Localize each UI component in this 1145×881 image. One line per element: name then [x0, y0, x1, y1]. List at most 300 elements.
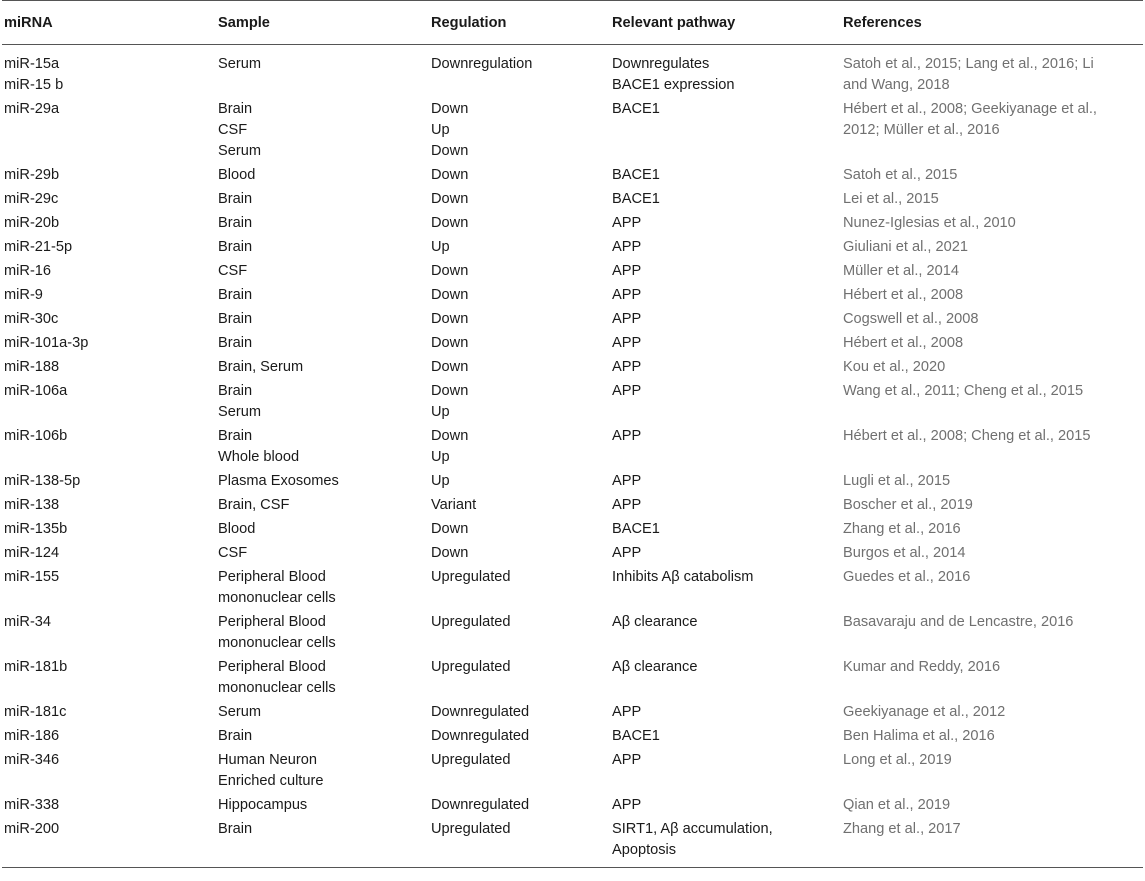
table-row [2, 380, 1143, 425]
cell-mirna-line: miR-101a-3p [4, 335, 89, 351]
cell-mirna [2, 212, 216, 236]
cell-mirna [2, 725, 216, 749]
cell-mirna [2, 611, 216, 656]
cell-references-line: Cogswell et al., 2008 [843, 311, 979, 327]
cell-references-line: Hébert et al., 2008; Geekiyanage et al., [843, 101, 1097, 117]
cell-references-line: Hébert et al., 2008; Cheng et al., 2015 [843, 428, 1091, 444]
cell-pathway-line: Apoptosis [612, 842, 677, 858]
cell-pathway [610, 164, 841, 188]
cell-pathway-line: Inhibits Aβ catabolism [612, 569, 754, 585]
cell-mirna [2, 332, 216, 356]
cell-sample [216, 164, 429, 188]
cell-sample-line: Blood [218, 521, 256, 537]
cell-regulation-line: Down [431, 545, 469, 561]
cell-pathway-line: APP [612, 497, 642, 513]
cell-regulation-line: Up [431, 239, 450, 255]
cell-sample-line: Brain [218, 428, 253, 444]
cell-pathway-line: APP [612, 335, 642, 351]
header-sample: Sample [216, 1, 429, 45]
cell-pathway [610, 212, 841, 236]
cell-sample [216, 701, 429, 725]
cell-regulation [429, 212, 610, 236]
cell-mirna-line: miR-34 [4, 614, 52, 630]
header-row [2, 1, 1143, 45]
cell-pathway-line: APP [612, 704, 642, 720]
cell-references-line: Hébert et al., 2008 [843, 335, 964, 351]
cell-regulation-line: Down [431, 311, 469, 327]
cell-pathway-line: BACE1 [612, 728, 660, 744]
cell-sample [216, 236, 429, 260]
cell-references [841, 566, 1143, 611]
cell-regulation [429, 332, 610, 356]
cell-pathway [610, 356, 841, 380]
cell-regulation-line: Down [431, 521, 469, 537]
cell-mirna [2, 425, 216, 470]
cell-regulation-line: Down [431, 335, 469, 351]
cell-mirna-line: miR-29a [4, 101, 60, 117]
cell-regulation-line: Up [431, 449, 450, 465]
cell-sample [216, 566, 429, 611]
cell-pathway [610, 494, 841, 518]
cell-references [841, 260, 1143, 284]
cell-regulation [429, 566, 610, 611]
cell-regulation [429, 542, 610, 566]
cell-sample [216, 518, 429, 542]
cell-references [841, 212, 1143, 236]
cell-sample [216, 356, 429, 380]
cell-pathway [610, 749, 841, 794]
cell-pathway [610, 518, 841, 542]
cell-mirna-line: miR-138-5p [4, 473, 81, 489]
table-row [2, 794, 1143, 818]
cell-mirna [2, 356, 216, 380]
cell-pathway-line: APP [612, 473, 642, 489]
cell-regulation-line: Upregulated [431, 821, 511, 837]
table-row [2, 356, 1143, 380]
cell-mirna-line: miR-181c [4, 704, 67, 720]
cell-references-line: Burgos et al., 2014 [843, 545, 966, 561]
table-row [2, 749, 1143, 794]
cell-sample [216, 260, 429, 284]
cell-references-line: Geekiyanage et al., 2012 [843, 704, 1006, 720]
cell-references-line: Long et al., 2019 [843, 752, 952, 768]
cell-references-line: Nunez-Iglesias et al., 2010 [843, 215, 1016, 231]
cell-references [841, 470, 1143, 494]
cell-references-line: Kou et al., 2020 [843, 359, 946, 375]
table-row [2, 611, 1143, 656]
cell-pathway-line: APP [612, 545, 642, 561]
cell-sample-line: Brain [218, 287, 253, 303]
cell-mirna [2, 284, 216, 308]
cell-sample-line: Peripheral Blood [218, 569, 326, 585]
cell-mirna [2, 164, 216, 188]
cell-regulation-line: Down [431, 167, 469, 183]
cell-mirna-line: miR-106b [4, 428, 68, 444]
cell-sample [216, 380, 429, 425]
cell-pathway [610, 566, 841, 611]
cell-pathway-line: BACE1 [612, 167, 660, 183]
table-row [2, 308, 1143, 332]
cell-pathway-line: SIRT1, Aβ accumulation, [612, 821, 773, 837]
cell-regulation [429, 494, 610, 518]
cell-regulation-line: Down [431, 383, 469, 399]
cell-references-line: Satoh et al., 2015 [843, 167, 958, 183]
mirna-table [2, 0, 1143, 868]
cell-pathway-line: APP [612, 263, 642, 279]
cell-references-line: Boscher et al., 2019 [843, 497, 973, 513]
header-regulation: Regulation [429, 1, 610, 45]
cell-mirna-line: miR-9 [4, 287, 43, 303]
cell-regulation-line: Upregulated [431, 614, 511, 630]
cell-regulation [429, 284, 610, 308]
table-row [2, 260, 1143, 284]
cell-mirna-line: miR-106a [4, 383, 68, 399]
cell-regulation-line: Down [431, 287, 469, 303]
cell-regulation [429, 818, 610, 868]
cell-references [841, 380, 1143, 425]
cell-regulation [429, 518, 610, 542]
cell-sample-line: Brain [218, 215, 253, 231]
cell-references [841, 749, 1143, 794]
cell-mirna-line: miR-135b [4, 521, 68, 537]
cell-references [841, 308, 1143, 332]
cell-pathway [610, 236, 841, 260]
cell-references [841, 425, 1143, 470]
cell-mirna [2, 470, 216, 494]
cell-references-line: Lei et al., 2015 [843, 191, 939, 207]
cell-references [841, 656, 1143, 701]
cell-mirna [2, 236, 216, 260]
cell-regulation [429, 656, 610, 701]
cell-references [841, 494, 1143, 518]
cell-pathway [610, 794, 841, 818]
cell-mirna-line: miR-155 [4, 569, 60, 585]
cell-regulation [429, 425, 610, 470]
cell-pathway [610, 425, 841, 470]
cell-pathway-line: BACE1 [612, 191, 660, 207]
cell-regulation [429, 188, 610, 212]
cell-sample-line: Human Neuron [218, 752, 317, 768]
cell-sample [216, 308, 429, 332]
cell-regulation-line: Downregulated [431, 704, 530, 720]
cell-sample-line: Plasma Exosomes [218, 473, 339, 489]
cell-references [841, 188, 1143, 212]
table-row [2, 656, 1143, 701]
cell-regulation-line: Up [431, 122, 450, 138]
cell-mirna-line: miR-16 [4, 263, 52, 279]
cell-regulation [429, 701, 610, 725]
table-row [2, 45, 1143, 99]
cell-sample-line: Peripheral Blood [218, 659, 326, 675]
cell-references [841, 794, 1143, 818]
cell-references [841, 98, 1143, 164]
cell-regulation-line: Down [431, 428, 469, 444]
cell-sample-line: Brain [218, 821, 253, 837]
cell-sample-line: Whole blood [218, 449, 300, 465]
cell-mirna [2, 260, 216, 284]
cell-sample-line: Brain, Serum [218, 359, 304, 375]
cell-mirna [2, 656, 216, 701]
cell-mirna-line: miR-186 [4, 728, 60, 744]
cell-pathway-line: Aβ clearance [612, 614, 698, 630]
cell-sample-line: Serum [218, 404, 261, 420]
table-row [2, 494, 1143, 518]
table-row [2, 725, 1143, 749]
cell-pathway-line: BACE1 expression [612, 77, 735, 93]
cell-pathway-line: APP [612, 215, 642, 231]
cell-regulation-line: Upregulated [431, 569, 511, 585]
cell-sample-line: Brain [218, 383, 253, 399]
cell-regulation [429, 308, 610, 332]
cell-regulation [429, 98, 610, 164]
cell-regulation [429, 749, 610, 794]
cell-regulation [429, 260, 610, 284]
cell-references-line: Giuliani et al., 2021 [843, 239, 968, 255]
cell-references [841, 45, 1143, 99]
cell-references-line: Guedes et al., 2016 [843, 569, 971, 585]
cell-regulation [429, 611, 610, 656]
cell-sample-line: CSF [218, 545, 248, 561]
cell-regulation [429, 356, 610, 380]
cell-pathway [610, 470, 841, 494]
cell-pathway [610, 542, 841, 566]
cell-pathway [610, 308, 841, 332]
cell-pathway [610, 284, 841, 308]
cell-sample [216, 494, 429, 518]
cell-pathway [610, 45, 841, 99]
cell-mirna [2, 818, 216, 868]
cell-sample [216, 332, 429, 356]
cell-regulation-line: Variant [431, 497, 477, 513]
cell-regulation-line: Down [431, 143, 469, 159]
cell-sample [216, 45, 429, 99]
table-row [2, 566, 1143, 611]
cell-sample-line: mononuclear cells [218, 635, 336, 651]
cell-pathway [610, 656, 841, 701]
cell-mirna-line: miR-138 [4, 497, 60, 513]
cell-regulation-line: Down [431, 101, 469, 117]
cell-sample-line: Peripheral Blood [218, 614, 326, 630]
cell-regulation-line: Downregulation [431, 56, 533, 72]
cell-mirna-line: miR-20b [4, 215, 60, 231]
cell-mirna-line: miR-124 [4, 545, 60, 561]
cell-references-line: 2012; Müller et al., 2016 [843, 122, 1000, 138]
table-row [2, 332, 1143, 356]
cell-references-line: and Wang, 2018 [843, 77, 950, 93]
cell-sample [216, 794, 429, 818]
cell-sample [216, 818, 429, 868]
cell-references [841, 818, 1143, 868]
cell-mirna-line: miR-338 [4, 797, 60, 813]
cell-mirna-line: miR-200 [4, 821, 60, 837]
cell-pathway-line: APP [612, 287, 642, 303]
cell-sample-line: Hippocampus [218, 797, 308, 813]
cell-sample [216, 212, 429, 236]
cell-regulation-line: Down [431, 359, 469, 375]
cell-sample-line: mononuclear cells [218, 590, 336, 606]
cell-sample [216, 188, 429, 212]
cell-sample-line: Serum [218, 56, 261, 72]
cell-mirna [2, 188, 216, 212]
cell-references-line: Ben Halima et al., 2016 [843, 728, 995, 744]
cell-references-line: Müller et al., 2014 [843, 263, 960, 279]
cell-references [841, 356, 1143, 380]
cell-regulation-line: Down [431, 215, 469, 231]
cell-pathway [610, 380, 841, 425]
cell-pathway-line: APP [612, 359, 642, 375]
cell-regulation-line: Upregulated [431, 659, 511, 675]
header-mirna: miRNA [2, 1, 216, 45]
cell-pathway-line: APP [612, 311, 642, 327]
cell-sample-line: CSF [218, 263, 248, 279]
cell-sample-line: Brain [218, 101, 253, 117]
cell-regulation-line: Upregulated [431, 752, 511, 768]
cell-mirna [2, 794, 216, 818]
cell-references-line: Basavaraju and de Lencastre, 2016 [843, 614, 1074, 630]
cell-regulation [429, 470, 610, 494]
cell-regulation [429, 380, 610, 425]
cell-mirna-line: miR-30c [4, 311, 59, 327]
cell-pathway-line: APP [612, 752, 642, 768]
cell-sample [216, 542, 429, 566]
header-references: References [841, 1, 1143, 45]
cell-mirna [2, 701, 216, 725]
cell-regulation [429, 725, 610, 749]
cell-mirna [2, 542, 216, 566]
cell-pathway-line: BACE1 [612, 521, 660, 537]
cell-sample [216, 284, 429, 308]
cell-references-line: Qian et al., 2019 [843, 797, 951, 813]
cell-pathway [610, 98, 841, 164]
cell-pathway [610, 725, 841, 749]
cell-sample-line: Brain [218, 335, 253, 351]
cell-mirna [2, 380, 216, 425]
cell-references [841, 725, 1143, 749]
cell-mirna-line: miR-29b [4, 167, 60, 183]
cell-pathway-line: APP [612, 797, 642, 813]
cell-references [841, 701, 1143, 725]
cell-mirna-line: miR-181b [4, 659, 68, 675]
cell-regulation [429, 45, 610, 99]
cell-sample [216, 98, 429, 164]
table-row [2, 701, 1143, 725]
cell-pathway [610, 818, 841, 868]
cell-sample-line: Blood [218, 167, 256, 183]
cell-mirna-line: miR-346 [4, 752, 60, 768]
cell-references-line: Kumar and Reddy, 2016 [843, 659, 1001, 675]
cell-sample [216, 470, 429, 494]
table-row [2, 542, 1143, 566]
table-row [2, 188, 1143, 212]
cell-sample-line: Brain [218, 728, 253, 744]
cell-mirna [2, 494, 216, 518]
cell-mirna [2, 566, 216, 611]
cell-regulation [429, 236, 610, 260]
cell-regulation-line: Up [431, 473, 450, 489]
cell-sample [216, 749, 429, 794]
table-row [2, 212, 1143, 236]
cell-mirna [2, 308, 216, 332]
cell-sample-line: Brain [218, 311, 253, 327]
cell-mirna [2, 749, 216, 794]
cell-references-line: Zhang et al., 2016 [843, 521, 961, 537]
table-row [2, 164, 1143, 188]
cell-sample [216, 611, 429, 656]
cell-references-line: Hébert et al., 2008 [843, 287, 964, 303]
cell-mirna-line: miR-29c [4, 191, 59, 207]
cell-sample [216, 656, 429, 701]
cell-pathway-line: BACE1 [612, 101, 660, 117]
cell-sample [216, 725, 429, 749]
cell-sample-line: Brain, CSF [218, 497, 290, 513]
cell-mirna [2, 45, 216, 99]
cell-sample [216, 425, 429, 470]
header-pathway: Relevant pathway [610, 1, 841, 45]
cell-references [841, 611, 1143, 656]
table-body [2, 45, 1143, 868]
cell-references-line: Zhang et al., 2017 [843, 821, 961, 837]
cell-regulation-line: Downregulated [431, 797, 530, 813]
cell-references [841, 284, 1143, 308]
cell-pathway-line: Aβ clearance [612, 659, 698, 675]
cell-sample-line: Brain [218, 239, 253, 255]
cell-pathway-line: Downregulates [612, 56, 710, 72]
cell-references-line: Lugli et al., 2015 [843, 473, 951, 489]
table-header [2, 1, 1143, 45]
cell-mirna [2, 98, 216, 164]
cell-mirna-line: miR-21-5p [4, 239, 73, 255]
cell-references [841, 236, 1143, 260]
cell-mirna [2, 518, 216, 542]
cell-regulation-line: Downregulated [431, 728, 530, 744]
cell-mirna-line: miR-15 b [4, 77, 64, 93]
cell-sample-line: Enriched culture [218, 773, 324, 789]
cell-pathway-line: APP [612, 239, 642, 255]
cell-pathway [610, 701, 841, 725]
table-row [2, 236, 1143, 260]
cell-references [841, 164, 1143, 188]
cell-sample-line: Brain [218, 191, 253, 207]
cell-regulation-line: Up [431, 404, 450, 420]
table-row [2, 818, 1143, 868]
table-row [2, 425, 1143, 470]
table-row [2, 98, 1143, 164]
cell-references-line: Wang et al., 2011; Cheng et al., 2015 [843, 383, 1084, 399]
cell-pathway [610, 188, 841, 212]
table-row [2, 284, 1143, 308]
cell-references [841, 332, 1143, 356]
cell-sample-line: mononuclear cells [218, 680, 336, 696]
cell-pathway-line: APP [612, 383, 642, 399]
cell-regulation-line: Down [431, 191, 469, 207]
cell-sample-line: CSF [218, 122, 248, 138]
cell-sample-line: Serum [218, 704, 261, 720]
table-row [2, 470, 1143, 494]
cell-pathway-line: APP [612, 428, 642, 444]
cell-pathway [610, 260, 841, 284]
cell-regulation-line: Down [431, 263, 469, 279]
cell-mirna-line: miR-188 [4, 359, 60, 375]
cell-regulation [429, 164, 610, 188]
cell-pathway [610, 611, 841, 656]
table-row [2, 518, 1143, 542]
cell-references [841, 542, 1143, 566]
cell-references-line: Satoh et al., 2015; Lang et al., 2016; Li [843, 56, 1094, 72]
cell-regulation [429, 794, 610, 818]
cell-references [841, 518, 1143, 542]
cell-mirna-line: miR-15a [4, 56, 60, 72]
cell-pathway [610, 332, 841, 356]
